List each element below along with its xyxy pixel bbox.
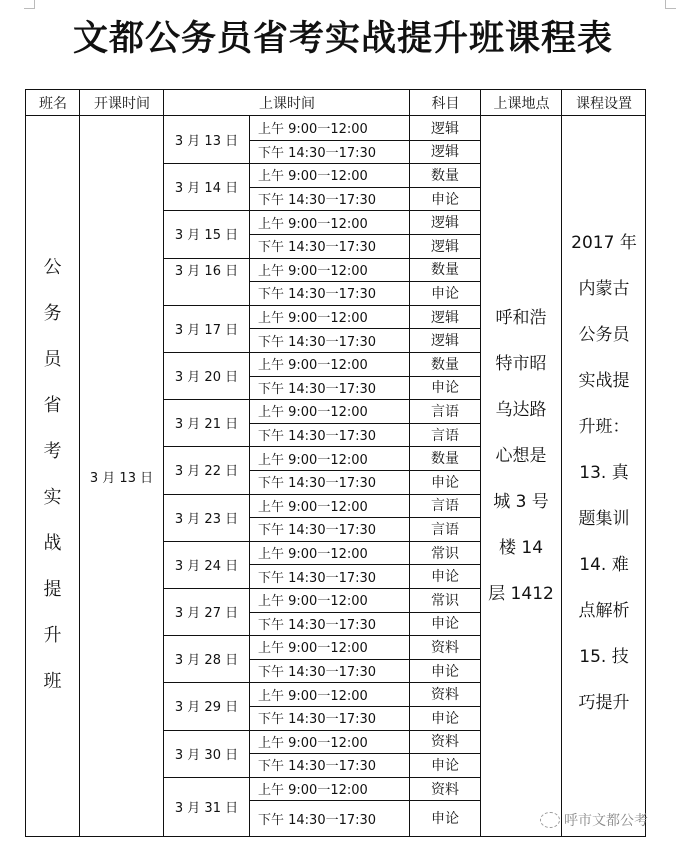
pm-subject: 申论 xyxy=(431,569,459,586)
location-line: 层 1412 xyxy=(488,584,554,604)
am-time-slot: 上午 9:00一12:00 xyxy=(258,452,368,468)
header-start-date: 开课时间 xyxy=(80,90,164,116)
location-line: 特市昭 xyxy=(495,354,547,374)
location-line: 乌达路 xyxy=(495,400,547,420)
date-cell: 3 月 29 日 xyxy=(174,700,239,716)
am-time-slot: 上午 9:00一12:00 xyxy=(258,688,368,704)
date-cell: 3 月 27 日 xyxy=(174,606,239,622)
am-subject: 言语 xyxy=(431,498,459,515)
row-divider xyxy=(249,281,480,282)
am-subject: 逻辑 xyxy=(431,120,459,137)
date-cell: 3 月 15 日 xyxy=(174,228,239,244)
date-cell: 3 月 21 日 xyxy=(174,417,239,433)
pm-subject: 逻辑 xyxy=(431,333,459,350)
am-time-slot: 上午 9:00一12:00 xyxy=(258,641,368,657)
am-time-slot: 上午 9:00一12:00 xyxy=(258,122,368,138)
am-subject: 常识 xyxy=(431,592,459,609)
am-time-slot: 上午 9:00一12:00 xyxy=(258,169,368,185)
header-class-time: 上课时间 xyxy=(164,90,410,116)
row-divider xyxy=(249,470,480,471)
class-name-char: 实 xyxy=(43,487,62,508)
am-subject: 数量 xyxy=(431,356,459,373)
page-title: 文都公务员省考实战提升班课程表 xyxy=(72,19,613,59)
pm-subject: 申论 xyxy=(431,663,459,680)
watermark-text: 呼市文都公考 xyxy=(564,813,648,829)
pm-subject: 言语 xyxy=(431,521,459,538)
row-divider xyxy=(249,564,480,565)
pm-subject: 申论 xyxy=(431,380,459,397)
pm-subject: 申论 xyxy=(431,811,459,828)
row-divider xyxy=(249,187,480,188)
am-time-slot: 上午 9:00一12:00 xyxy=(258,405,368,421)
pm-time-slot: 下午 14:30一17:30 xyxy=(258,334,377,350)
pm-subject: 言语 xyxy=(431,427,459,444)
am-subject: 逻辑 xyxy=(431,215,459,232)
course-line: 巧提升 xyxy=(578,693,630,713)
course-line: 2017 年 xyxy=(571,233,637,253)
am-time-slot: 上午 9:00一12:00 xyxy=(258,783,368,799)
header-subject: 科目 xyxy=(410,90,481,116)
pm-time-slot: 下午 14:30一17:30 xyxy=(258,665,377,681)
class-name-char: 员 xyxy=(43,349,62,370)
class-name-char: 班 xyxy=(43,671,62,692)
course-line: 升班： xyxy=(578,417,630,437)
row-divider xyxy=(249,376,480,377)
class-name-char: 务 xyxy=(43,303,62,324)
pm-subject: 申论 xyxy=(431,191,459,208)
am-subject: 数量 xyxy=(431,167,459,184)
pm-time-slot: 下午 14:30一17:30 xyxy=(258,523,377,539)
row-divider xyxy=(249,423,480,424)
course-line: 公务员 xyxy=(578,325,630,345)
schedule-table xyxy=(25,89,646,837)
pm-time-slot: 下午 14:30一17:30 xyxy=(258,759,377,775)
pm-subject: 申论 xyxy=(431,710,459,727)
header-course-setup: 课程设置 xyxy=(562,90,646,116)
am-subject: 资料 xyxy=(431,734,459,751)
pm-time-slot: 下午 14:30一17:30 xyxy=(258,145,377,161)
am-subject: 言语 xyxy=(431,403,459,420)
pm-subject: 申论 xyxy=(431,285,459,302)
date-cell: 3 月 17 日 xyxy=(174,322,239,338)
location-line: 城 3 号 xyxy=(493,492,549,512)
am-subject: 资料 xyxy=(431,781,459,798)
pm-time-slot: 下午 14:30一17:30 xyxy=(258,570,377,586)
start-date-value: 3 月 13 日 xyxy=(89,470,154,486)
course-line: 题集训 xyxy=(578,509,630,529)
header-location: 上课地点 xyxy=(481,90,562,116)
course-line: 15. 技 xyxy=(579,647,629,667)
date-cell: 3 月 22 日 xyxy=(174,464,239,480)
location-line: 心想是 xyxy=(495,446,547,466)
date-cell: 3 月 24 日 xyxy=(174,558,239,574)
am-subject: 资料 xyxy=(431,687,459,704)
am-subject: 数量 xyxy=(431,451,459,468)
am-subject: 数量 xyxy=(431,262,459,279)
pm-time-slot: 下午 14:30一17:30 xyxy=(258,712,377,728)
course-line: 点解析 xyxy=(578,601,630,621)
course-line: 14. 难 xyxy=(579,555,629,575)
header-class-name: 班名 xyxy=(26,90,80,116)
course-line: 实战提 xyxy=(578,371,630,391)
pm-time-slot: 下午 14:30一17:30 xyxy=(258,617,377,633)
pm-time-slot: 下午 14:30一17:30 xyxy=(258,240,377,256)
am-time-slot: 上午 9:00一12:00 xyxy=(258,594,368,610)
date-cell: 3 月 13 日 xyxy=(174,134,239,150)
date-cell: 3 月 28 日 xyxy=(174,653,239,669)
am-subject: 常识 xyxy=(431,545,459,562)
date-cell: 3 月 23 日 xyxy=(174,511,239,527)
date-cell: 3 月 31 日 xyxy=(174,800,239,816)
row-divider xyxy=(249,517,480,518)
pm-subject: 逻辑 xyxy=(431,238,459,255)
row-divider xyxy=(249,800,480,801)
pm-time-slot: 下午 14:30一17:30 xyxy=(258,193,377,209)
class-name-char: 公 xyxy=(43,257,62,278)
row-divider xyxy=(249,328,480,329)
class-name-char: 考 xyxy=(43,441,62,462)
date-cell: 3 月 16 日 xyxy=(174,263,239,279)
wechat-icon xyxy=(540,812,560,828)
am-time-slot: 上午 9:00一12:00 xyxy=(258,358,368,374)
am-subject: 资料 xyxy=(431,639,459,656)
date-cell: 3 月 14 日 xyxy=(174,181,239,197)
course-line: 内蒙古 xyxy=(578,279,630,299)
class-name-char: 战 xyxy=(43,533,62,554)
row-divider xyxy=(249,140,480,141)
date-cell: 3 月 20 日 xyxy=(174,370,239,386)
pm-subject: 申论 xyxy=(431,616,459,633)
am-time-slot: 上午 9:00一12:00 xyxy=(258,216,368,232)
row-divider xyxy=(249,234,480,235)
am-time-slot: 上午 9:00一12:00 xyxy=(258,499,368,515)
page-corner-mark xyxy=(665,0,676,9)
class-name-char: 升 xyxy=(43,625,62,646)
pm-time-slot: 下午 14:30一17:30 xyxy=(258,812,377,828)
pm-subject: 申论 xyxy=(431,474,459,491)
row-divider xyxy=(249,659,480,660)
am-time-slot: 上午 9:00一12:00 xyxy=(258,735,368,751)
am-subject: 逻辑 xyxy=(431,309,459,326)
date-cell: 3 月 30 日 xyxy=(174,747,239,763)
page-corner-mark xyxy=(24,0,35,9)
pm-time-slot: 下午 14:30一17:30 xyxy=(258,381,377,397)
class-name-char: 提 xyxy=(43,579,62,600)
pm-subject: 申论 xyxy=(431,757,459,774)
pm-time-slot: 下午 14:30一17:30 xyxy=(258,429,377,445)
pm-subject: 逻辑 xyxy=(431,144,459,161)
watermark xyxy=(540,810,648,830)
row-divider xyxy=(249,612,480,613)
row-divider xyxy=(249,706,480,707)
class-name-vertical xyxy=(26,240,79,710)
course-setup-value xyxy=(562,220,646,740)
am-time-slot: 上午 9:00一12:00 xyxy=(258,547,368,563)
am-time-slot: 上午 9:00一12:00 xyxy=(258,263,368,279)
course-line: 13. 真 xyxy=(579,463,629,483)
location-line: 楼 14 xyxy=(498,538,544,558)
row-divider xyxy=(249,753,480,754)
pm-time-slot: 下午 14:30一17:30 xyxy=(258,476,377,492)
location-line: 呼和浩 xyxy=(495,308,547,328)
class-name-char: 省 xyxy=(43,395,62,416)
location-value xyxy=(481,295,561,625)
pm-time-slot: 下午 14:30一17:30 xyxy=(258,287,377,303)
am-time-slot: 上午 9:00一12:00 xyxy=(258,311,368,327)
